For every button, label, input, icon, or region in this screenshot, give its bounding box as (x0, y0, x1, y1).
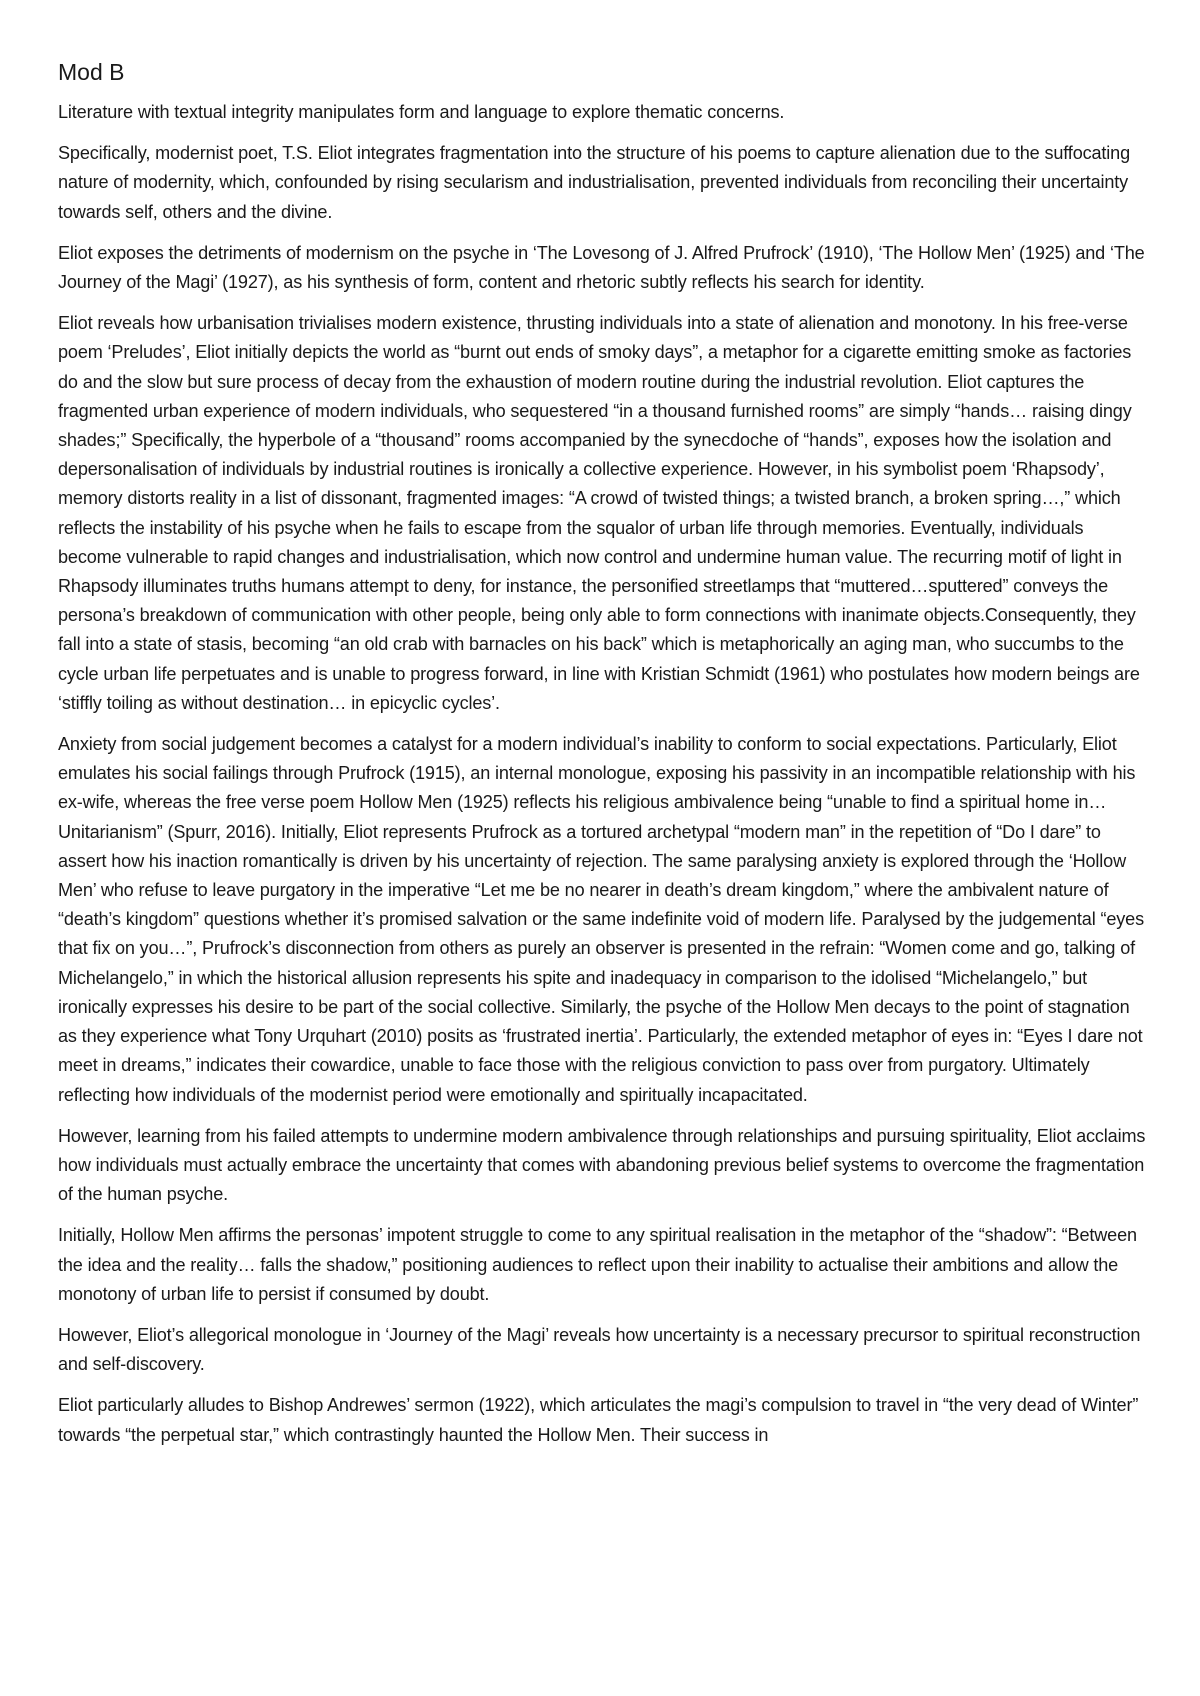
paragraph-texts-overview: Eliot exposes the detriments of modernism on the psyche in ‘The Lovesong of J. Alfred Prufrock’ (1910), ‘The Hollow Men’ (1925) and ‘The Journey of the Magi’ (1927), as his synthesis of form, content and rhetoric subtly reflects his search for identity. (58, 242, 1145, 293)
paragraph-urbanisation: Eliot reveals how urbanisation trivialises modern existence, thrusting individuals into a state of alienation and monotony. In his free-verse poem ‘Preludes’, Eliot initially depicts the world as “burnt out ends of smoky days”, a metaphor for a cigarette emitting smoke as factories do and the slow but sure process of decay from the exhaustion of modern routine during the industrial revolution. Eliot captures the fragmented urban experience of modern individuals, who sequestered “in a thousand furnished rooms” are simply “hands… raising dingy shades;” Specifically, the hyperbole of a “thousand” rooms accompanied by the synecdoche of “hands”, exposes how the isolation and depersonalisation of individuals by industrial routines is ironically a collective experience. However, in his symbolist poem ‘Rhapsody’, memory distorts reality in a list of dissonant, fragmented images: “A crowd of twisted things; a twisted branch, a broken spring…,” which reflects the instability of his psyche when he fails to escape from the squalor of urban life through memories. Eventually, individuals become vulnerable to rapid changes and industrialisation, which now control and undermine human value. The recurring motif of light in Rhapsody illuminates truths humans attempt to deny, for instance, the personified streetlamps that “muttered…sputtered” conveys the persona’s breakdown of communication with other people, being only able to form connections with inanimate objects.Consequently, they fall into a state of stasis, becoming “an old crab with barnacles on his back” which is metaphorically an aging man, who succumbs to the cycle urban life perpetuates and is unable to progress forward, in line with Kristian Schmidt (1961) who postulates how modern beings are ‘stiffly toiling as without destination… in epicyclic cycles’. (58, 313, 1140, 713)
paragraph-bishop-andrewes: Eliot particularly alludes to Bishop Andrewes’ sermon (1922), which articulates the magi’s compulsion to travel in “the very dead of Winter” towards “the perpetual star,” which contrastingly haunted the Hollow Men. Their success in (58, 1395, 1139, 1445)
paragraph-hollow-men-shadow: Initially, Hollow Men affirms the personas’ impotent struggle to come to any spiritual realisation in the metaphor of the “shadow”: “Between the idea and the reality… falls the shadow,” positioning audiences to reflect upon their inability to actualise their ambitions and allow the monotony of urban life to persist if consumed by doubt. (58, 1225, 1137, 1304)
paragraph-embrace-uncertainty: However, learning from his failed attempts to undermine modern ambivalence through relationships and pursuing spirituality, Eliot acclaims how individuals must actually embrace the uncertainty that comes with abandoning previous belief systems to overcome the fragmentation of the human psyche. (58, 1125, 1146, 1205)
document-page (58, 58, 1150, 1462)
document-title: Mod B (58, 59, 125, 85)
paragraph-journey-of-magi: However, Eliot’s allegorical monologue in ‘Journey of the Magi’ reveals how uncertainty is a necessary precursor to spiritual reconstruction and self-discovery. (58, 1324, 1141, 1375)
paragraph-thesis: Literature with textual integrity manipulates form and language to explore thematic concerns. (58, 102, 785, 122)
paragraph-context: Specifically, modernist poet, T.S. Eliot integrates fragmentation into the structure of his poems to capture alienation due to the suffocating nature of modernity, which, confounded by rising secularism and industrialisation, prevented individuals from reconciling their uncertainty towards self, others and the divine. (58, 143, 1130, 222)
paragraph-social-judgement: Anxiety from social judgement becomes a catalyst for a modern individual’s inability to conform to social expectations. Particularly, Eliot emulates his social failings through Prufrock (1915), an internal monologue, exposing his passivity in an incompatible relationship with his ex-wife, whereas the free verse poem Hollow Men (1925) reflects his religious ambivalence being “unable to find a spiritual home in… Unitarianism” (Spurr, 2016). Initially, Eliot represents Prufrock as a tortured archetypal “modern man” in the repetition of “Do I dare” to assert how his inaction romantically is driven by his uncertainty of rejection. The same paralysing anxiety is explored through the ‘Hollow Men’ who refuse to leave purgatory in the imperative “Let me be no nearer in death’s dream kingdom,” where the ambivalent nature of “death’s kingdom” questions whether it’s promised salvation or the same indefinite void of modern life. Paralysed by the judgemental “eyes that fix on you…”, Prufrock’s disconnection from others as purely an observer is presented in the refrain: “Women come and go, talking of Michelangelo,” in which the historical allusion represents his spite and inadequacy in comparison to the idolised “Michelangelo,” but ironically expresses his desire to be part of the social collective. Similarly, the psyche of the Hollow Men decays to the point of stagnation as they experience what Tony Urquhart (2010) posits as ‘frustrated inertia’. Particularly, the extended metaphor of eyes in: “Eyes I dare not meet in dreams,” indicates their cowardice, unable to face those with the religious conviction to pass over from purgatory. Ultimately reflecting how individuals of the modernist period were emotionally and spiritually incapacitated. (58, 734, 1144, 1105)
